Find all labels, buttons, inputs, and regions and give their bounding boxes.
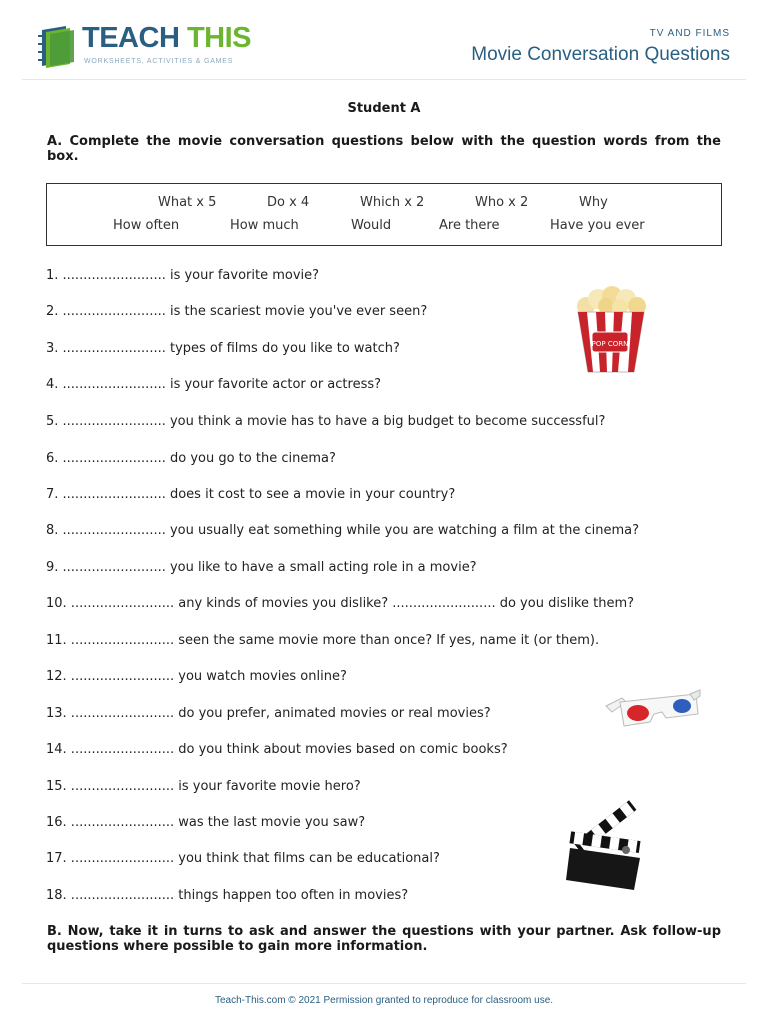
worksheet-category: TV AND FILMS	[649, 28, 730, 39]
word-box-item: Have you ever	[550, 218, 645, 233]
logo-word-this: THIS	[186, 22, 252, 54]
question-item: 1. ......................... is your favorite movie?	[46, 268, 320, 283]
question-item: 10. ......................... any kinds of movies you dislike? ......................... do you dislike them?	[46, 596, 635, 611]
clapperboard-icon	[564, 786, 650, 892]
word-box-item: Are there	[439, 218, 500, 233]
question-word-box	[46, 183, 722, 246]
popcorn-icon	[572, 286, 650, 376]
question-item: 4. ......................... is your favorite actor or actress?	[46, 377, 382, 392]
question-item: 12. ......................... you watch movies online?	[46, 669, 347, 684]
question-item: 17. ......................... you think that films can be educational?	[46, 851, 440, 866]
worksheet-title: Movie Conversation Questions	[471, 44, 730, 65]
question-item: 13. ......................... do you prefer, animated movies or real movies?	[46, 706, 491, 721]
header-titles	[471, 28, 730, 66]
word-box-item: What x 5	[158, 195, 217, 210]
footer-copyright: Teach-This.com © 2021 Permission granted to reproduce for classroom use.	[214, 995, 554, 1006]
word-box-item: Why	[579, 195, 608, 210]
question-item: 2. ......................... is the scariest movie you've ever seen?	[46, 304, 428, 319]
popcorn-label: POP CORN	[591, 340, 629, 348]
word-box-item: Who x 2	[475, 195, 529, 210]
question-item: 7. ......................... does it cost to see a movie in your country?	[46, 487, 456, 502]
section-a-instruction: A. Complete the movie conversation questions below with the question words from the box.	[47, 134, 721, 164]
question-item: 9. ......................... you like to have a small acting role in a movie?	[46, 560, 477, 575]
question-item: 18. ......................... things happen too often in movies?	[46, 888, 409, 903]
question-item: 15. ......................... is your favorite movie hero?	[46, 779, 361, 794]
logo-word-teach: TEACH	[82, 22, 180, 54]
question-item: 3. ......................... types of films do you like to watch?	[46, 341, 400, 356]
question-item: 16. ......................... was the last movie you saw?	[46, 815, 366, 830]
question-item: 8. ......................... you usually eat something while you are watching a film at the cinema?	[46, 523, 640, 538]
question-item: 5. ......................... you think a movie has to have a big budget to become successful?	[46, 414, 606, 429]
3d-glasses-icon	[604, 688, 702, 734]
word-box-item: How much	[230, 218, 299, 233]
book-logo-icon	[36, 26, 76, 68]
word-box-item: Which x 2	[360, 195, 425, 210]
question-item: 11. ......................... seen the same movie more than once? If yes, name it (or them).	[46, 633, 600, 648]
question-item: 6. ......................... do you go to the cinema?	[46, 451, 336, 466]
word-box-item: How often	[113, 218, 180, 233]
student-label: Student A	[347, 101, 421, 116]
page-header	[22, 20, 746, 80]
footer-divider	[22, 983, 746, 984]
question-item: 14. ......................... do you think about movies based on comic books?	[46, 742, 508, 757]
word-box-item: Would	[351, 218, 392, 233]
section-b-instruction: B. Now, take it in turns to ask and answer the questions with your partner. Ask follow-up questions where possible to gain more information.	[47, 924, 721, 954]
logo-tagline: WORKSHEETS, ACTIVITIES & GAMES	[84, 58, 234, 65]
logo-wordmark	[82, 22, 251, 55]
word-box-item: Do x 4	[267, 195, 310, 210]
